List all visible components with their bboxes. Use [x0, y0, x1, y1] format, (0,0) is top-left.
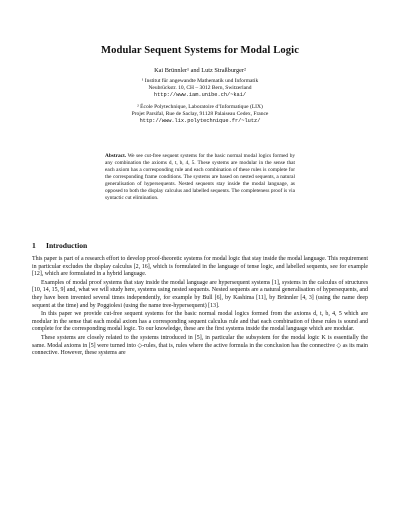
affiliation-1-institute: ¹ Institut für angewandte Mathematik und Informatik [141, 78, 259, 84]
paragraph: In this paper we provide cut-free sequent systems for the basic normal modal logics formed from the axioms d, t, b, 4, 5 which are modular in the sense that each modal axiom has a corresponding sequent calculus rule and that each combination of these rules is sound and complete for the corresponding modal logic. To our knowledge, these are the first systems inside the modal language which are modular. [32, 311, 368, 333]
abstract-label: Abstract. [105, 153, 127, 159]
affiliation-2-address: Projet Parsifal, Rue de Saclay, 91128 Palaiseau Cedex, France [131, 111, 269, 118]
section-title: Introduction [46, 241, 88, 250]
paragraph: Examples of modal proof systems that stay inside the modal language are hypersequent systems [1], systems in the calculus of structures [10, 14, 15, 9] and, what we will study here, systems using nested sequents. Nested sequents are a natural generalisation of hypersequents, and they have been invented several times independently, for example by Bull [6], by Kashima [11], by Brünnler [4, 3] (using the name deep sequent at the time) and by Poggiolesi (using the name tree-hypersequent) [13]. [32, 279, 368, 309]
paper-authors: Kai Brünnler¹ and Lutz Straßburger² [154, 67, 246, 74]
paper-title: Modular Sequent Systems for Modal Logic [100, 45, 300, 56]
section-body [32, 256, 368, 359]
affiliation-1-address: Neubrückstr. 10, CH – 3012 Bern, Switzerland [148, 85, 252, 92]
affiliation-1-url[interactable]: http://www.iam.unibe.ch/~kai/ [153, 92, 247, 99]
affiliation-2-url[interactable]: http://www.lix.polytechnique.fr/~lutz/ [139, 118, 261, 125]
affiliation-2 [0, 104, 400, 125]
paragraph: These systems are closely related to the systems introduced in [5], in particular the subsystem for the modal logic K is essentially the same. Modal axioms in [5] were turned into ◇-rules, that is, rules where the active formula in the conclusion has the connective ◇ as its main connective. However, these systems are [32, 334, 368, 357]
section-number: 1 [32, 241, 36, 250]
affiliation-2-institute: ² École Polytechnique, Laboratoire d’Informatique (LIX) [137, 104, 263, 110]
abstract-text: We see cut-free sequent systems for the basic normal modal logics formed by any combination the axioms d, t, b, 4, 5. These systems are modular in the sense that each axiom has a corresponding rule and each combination of these rules is complete for the corresponding frame conditions. The systems are based on nested sequents, a natural generalisation of hypersequents. Nested sequents stay inside the modal language, as opposed to both the display calculus and labelled sequents. The completeness proof is via syntactic cut elimination. [105, 153, 295, 202]
affiliation-1 [0, 78, 400, 99]
paragraph: This paper is part of a research effort to develop proof-theoretic systems for modal logic that stay inside the modal language. This requirement in particular excludes the display calculus [2, 16], which is formulated in the language of tense logic, and labelled sequents, see for example [12], which are formulated in a hybrid language. [32, 256, 368, 278]
section-heading [32, 241, 87, 250]
abstract [105, 153, 295, 202]
